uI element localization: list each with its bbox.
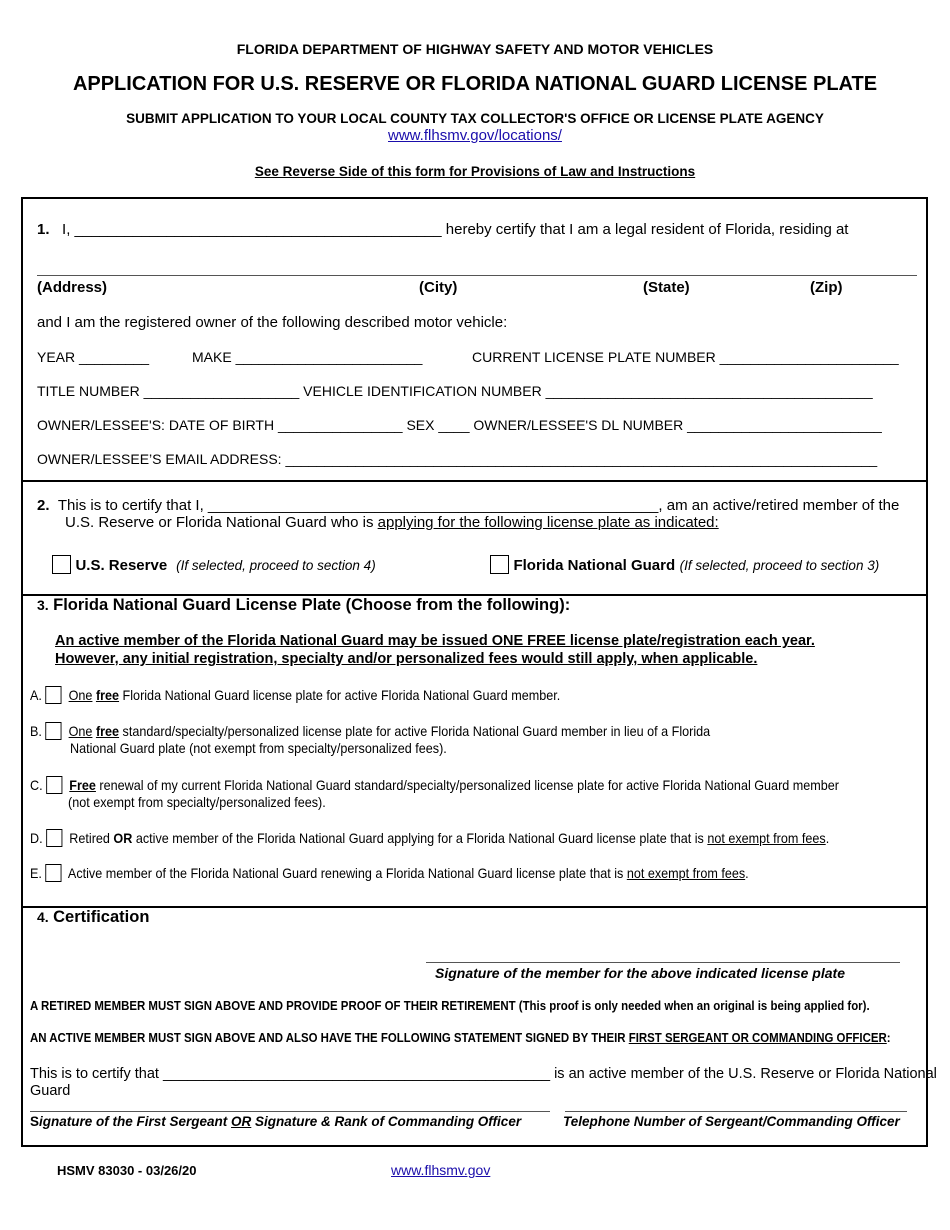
section-2-line2: U.S. Reserve or Florida National Guard who is applying for the following license plate as indicated: <box>65 514 719 531</box>
section-2-line1: 2. This is to certify that I, ______________________________________________________, am an active/retired member of the <box>37 497 900 514</box>
city-label: (City) <box>419 279 458 296</box>
member-signature-line[interactable] <box>426 962 900 963</box>
department-name: FLORIDA DEPARTMENT OF HIGHWAY SAFETY AND MOTOR VEHICLES <box>236 41 714 57</box>
section-1-line1: 1. I, ____________________________________________ hereby certify that I am a legal resident of Florida, residing at <box>37 221 849 238</box>
section-1 <box>21 197 928 481</box>
retired-notice: A RETIRED MEMBER MUST SIGN ABOVE AND PROVIDE PROOF OF THEIR RETIREMENT (This proof is only needed when an original is being applied for). <box>30 998 870 1013</box>
footer-link[interactable]: www.flhsmv.gov <box>391 1162 491 1178</box>
option-c[interactable]: C. Free renewal of my current Florida National Guard standard/specialty/personalized license plate for active Florida National Guard member <box>30 777 839 793</box>
option-d[interactable]: D. Retired OR active member of the Florida National Guard applying for a Florida National Guard license plate that is not exempt from fees. <box>30 830 830 846</box>
option-b[interactable]: B. One free standard/specialty/personalized license plate for active Florida National Guard member in lieu of a Florida <box>30 723 711 739</box>
sergeant-signature-caption: Signature of the First Sergeant OR Signature & Rank of Commanding Officer <box>30 1114 522 1129</box>
state-label: (State) <box>643 279 690 296</box>
national-guard-checkbox[interactable] <box>490 555 509 574</box>
option-d-checkbox[interactable] <box>46 829 62 847</box>
section-3-heading: 3. Florida National Guard License Plate (Choose from the following): <box>37 596 571 614</box>
certify-active-field[interactable]: This is to certify that ________________________________________________ is an active member of the U.S. Reserve or Florida National <box>30 1066 937 1082</box>
current-plate-field[interactable]: CURRENT LICENSE PLATE NUMBER _______________________ <box>472 349 899 365</box>
owner-statement: and I am the registered owner of the following described motor vehicle: <box>37 314 508 331</box>
email-field[interactable]: OWNER/LESSEE’S EMAIL ADDRESS: ____________________________________________________________________________ <box>37 451 878 467</box>
locations-link[interactable]: www.flhsmv.gov/locations/ <box>388 127 562 144</box>
sergeant-signature-line[interactable] <box>30 1111 550 1112</box>
title-vin-field[interactable]: TITLE NUMBER ____________________ VEHICLE IDENTIFICATION NUMBER __________________________________________ <box>37 383 873 399</box>
form-title: APPLICATION FOR U.S. RESERVE OR FLORIDA NATIONAL GUARD LICENSE PLATE <box>72 73 878 95</box>
sergeant-phone-line[interactable] <box>565 1111 907 1112</box>
option-b-line2: National Guard plate (not exempt from specialty/personalized fees). <box>70 740 447 756</box>
free-plate-notice-2: However, any initial registration, specialty and/or personalized fees would still apply, when applicable. <box>55 651 758 667</box>
see-reverse-note: See Reverse Side of this form for Provisions of Law and Instructions <box>254 164 696 179</box>
free-plate-notice-1: An active member of the Florida National Guard may be issued ONE FREE license plate/registration each year. <box>55 633 815 649</box>
address-line[interactable] <box>37 275 917 276</box>
member-signature-caption: Signature of the member for the above indicated license plate <box>435 965 845 981</box>
section-4-heading: 4. Certification <box>37 908 150 926</box>
dob-sex-dl-field[interactable]: OWNER/LESSEE'S: DATE OF BIRTH ________________ SEX ____ OWNER/LESSEE'S DL NUMBER _________________________ <box>37 417 882 433</box>
year-field[interactable]: YEAR _________ <box>37 349 150 365</box>
option-c-checkbox[interactable] <box>46 776 62 794</box>
zip-label: (Zip) <box>810 279 843 296</box>
option-a[interactable]: A. One free Florida National Guard license plate for active Florida National Guard member. <box>30 687 561 703</box>
address-label: (Address) <box>37 279 108 296</box>
us-reserve-checkbox[interactable] <box>52 555 71 574</box>
sergeant-phone-caption: Telephone Number of Sergeant/Commanding Officer <box>563 1114 900 1129</box>
option-e[interactable]: E. Active member of the Florida National Guard renewing a Florida National Guard license plate that is not exempt from fees. <box>30 865 749 881</box>
member-name-field[interactable]: This is to certify that I, ______________________________________________________, am an active/retired member of the <box>57 497 900 514</box>
make-field[interactable]: MAKE ________________________ <box>192 349 423 365</box>
option-b-checkbox[interactable] <box>45 722 61 740</box>
submit-instruction: SUBMIT APPLICATION TO YOUR LOCAL COUNTY TAX COLLECTOR'S OFFICE OR LICENSE PLATE AGENCY <box>126 111 824 126</box>
certify-line2: Guard <box>30 1083 71 1099</box>
us-reserve-option[interactable]: U.S. Reserve (If selected, proceed to section 4) <box>52 555 376 575</box>
national-guard-option[interactable]: Florida National Guard (If selected, proceed to section 3) <box>490 555 879 575</box>
option-c-line2: (not exempt from specialty/personalized fees). <box>68 794 326 810</box>
option-e-checkbox[interactable] <box>45 864 61 882</box>
name-certify-field[interactable]: I, ____________________________________________ hereby certify that I am a legal resident of Florida, residing at <box>62 221 849 238</box>
active-notice: AN ACTIVE MEMBER MUST SIGN ABOVE AND ALSO HAVE THE FOLLOWING STATEMENT SIGNED BY THEIR FIRST SERGEANT OR COMMANDING OFFICER: <box>30 1030 891 1045</box>
option-a-checkbox[interactable] <box>45 686 61 704</box>
form-number: HSMV 83030 - 03/26/20 <box>57 1163 197 1178</box>
